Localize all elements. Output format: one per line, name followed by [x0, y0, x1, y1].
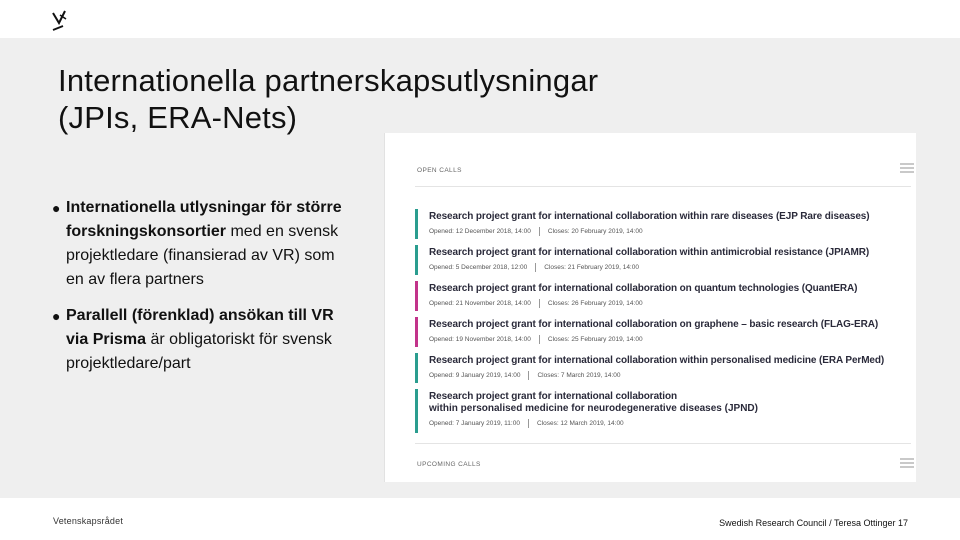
call-accent-bar: [415, 281, 418, 311]
call-item[interactable]: [415, 351, 885, 383]
open-calls-heading: OPEN CALLS: [417, 167, 462, 174]
call-dates: Opened: 9 January 2019, 14:00 Closes: 7 March 2019, 14:00: [429, 372, 621, 380]
divider: [415, 186, 911, 187]
bullet-list: [52, 196, 352, 388]
divider: [415, 443, 911, 444]
slide-title: [58, 62, 598, 136]
call-accent-bar: [415, 353, 418, 383]
call-dates: Opened: 12 December 2018, 14:00 Closes: 20 February 2019, 14:00: [429, 228, 643, 236]
call-accent-bar: [415, 209, 418, 239]
call-item[interactable]: [415, 207, 885, 239]
call-dates: Opened: 5 December 2018, 12:00 Closes: 21 February 2019, 14:00: [429, 264, 639, 272]
call-dates: Opened: 19 November 2018, 14:00 Closes: 25 February 2019, 14:00: [429, 336, 643, 344]
bullet-text: med en svensk projektledare (finansierad av VR) som en av flera partners: [66, 223, 339, 288]
bullet-text: är obligatoriskt för svensk projektledare/part: [66, 331, 332, 372]
bullet-dot-icon: ●: [52, 308, 61, 324]
call-title[interactable]: Research project grant for international collaboration within personalised medicine (ERA PerMed): [429, 355, 885, 366]
call-accent-bar: [415, 245, 418, 275]
bullet-item: [52, 304, 352, 376]
hamburger-icon: [900, 163, 914, 173]
footer-credit: Swedish Research Council / Teresa Ottinger 17: [719, 518, 908, 528]
call-title[interactable]: Research project grant for international collaboration: [429, 391, 677, 402]
hamburger-icon: [900, 458, 914, 468]
bullet-dot-icon: ●: [52, 200, 61, 216]
open-calls-screenshot: [384, 133, 916, 482]
call-item[interactable]: [415, 315, 885, 347]
call-title-line-2[interactable]: within personalised medicine for neurodegenerative diseases (JPND): [429, 403, 758, 414]
call-item[interactable]: [415, 387, 885, 431]
bullet-item: [52, 196, 352, 292]
vr-logo-icon: [50, 9, 72, 33]
call-title[interactable]: Research project grant for international collaboration within antimicrobial resistance (JPIAMR): [429, 247, 870, 258]
call-accent-bar: [415, 317, 418, 347]
bullet-bold: Internationella utlysningar för större forskningskonsortier: [66, 199, 342, 240]
slide-title-line-1: Internationella partnerskapsutlysningar: [58, 63, 599, 98]
upcoming-calls-heading: UPCOMING CALLS: [417, 461, 481, 468]
top-strip: [0, 0, 960, 38]
call-dates: Opened: 7 January 2019, 11:00 Closes: 12 March 2019, 14:00: [429, 420, 624, 428]
call-dates: Opened: 21 November 2018, 14:00 Closes: 26 February 2019, 14:00: [429, 300, 643, 308]
call-item[interactable]: [415, 279, 885, 311]
call-item[interactable]: [415, 243, 885, 275]
call-accent-bar: [415, 389, 418, 433]
call-title[interactable]: Research project grant for international collaboration within rare diseases (EJP Rare diseases): [429, 211, 870, 222]
call-title[interactable]: Research project grant for international collaboration on graphene – basic research (FLAG-ERA): [429, 319, 879, 330]
footer-org-name: Vetenskapsrådet: [53, 516, 124, 526]
slide-title-line-2: (JPIs, ERA-Nets): [58, 100, 298, 135]
call-title[interactable]: Research project grant for international collaboration on quantum technologies (QuantERA): [429, 283, 858, 294]
bullet-bold: Parallell (förenklad) ansökan till VR via Prisma: [66, 307, 334, 348]
